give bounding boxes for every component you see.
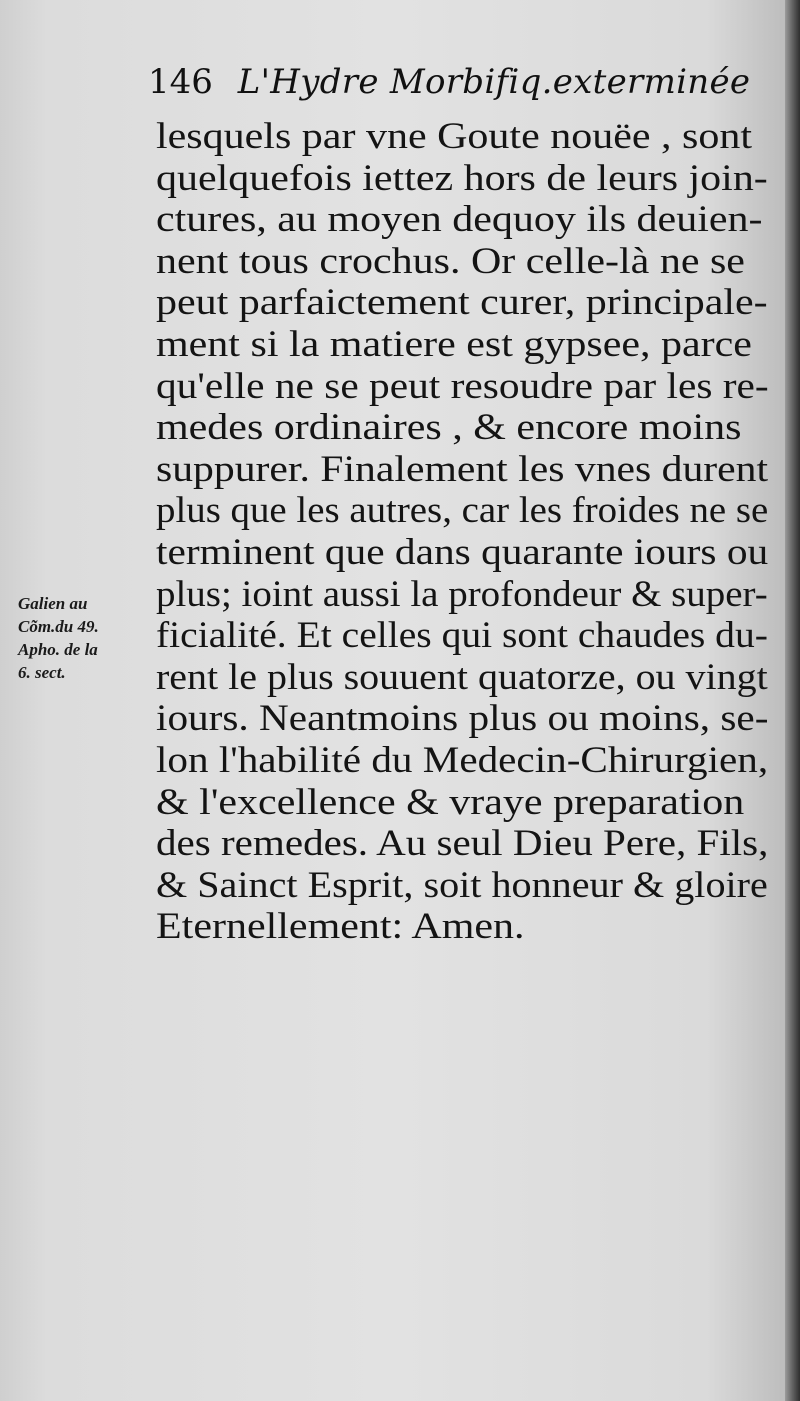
margin-note-line: Apho. de la [18,640,98,659]
text-line: ctures, au moyen dequoy ils deuien- [156,199,763,241]
text-line: & l'excellence & vraye preparation [156,781,745,823]
page-edge-shadow [785,0,800,1401]
text-line: plus; ioint aussi la profondeur & super- [156,573,768,615]
text-line: qu'elle ne se peut resoudre par les re- [156,365,769,407]
body-text [156,116,776,948]
text-line: lon l'habilité du Medecin-Chirurgien, [156,739,769,781]
text-line: nent tous crochus. Or celle-là ne se [156,240,745,282]
text-line: terminent que dans quarante iours ou [156,531,769,573]
margin-note-line: 6. sect. [18,663,66,682]
text-line: peut parfaictement curer, principale- [156,282,768,324]
text-line: medes ordinaires , & encore moins [156,407,742,449]
text-line: ficialité. Et celles qui sont chaudes du- [156,615,768,657]
margin-note-line: Galien au [18,594,88,613]
page-header [148,62,768,102]
text-line: lesquels par vne Goute nouëe , sont [156,116,753,157]
margin-note-line: Cõm.du 49. [18,617,99,636]
text-line: quelquefois iettez hors de leurs join- [156,157,768,199]
running-title: L'Hydre Morbifiq.exterminée [237,62,751,102]
page-number: 146 [148,62,213,102]
text-line: Eternellement: Amen. [156,906,525,948]
text-line: ment si la matiere est gypsee, parce [156,323,752,365]
text-line: rent le plus souuent quatorze, ou vingt [156,656,768,698]
text-line: des remedes. Au seul Dieu Pere, Fils, [156,823,769,865]
text-line: plus que les autres, car les froides ne se [156,490,769,532]
text-line: suppurer. Finalement les vnes durent [156,448,769,490]
margin-note [18,592,158,684]
text-line: & Sainct Esprit, soit honneur & gloire [156,864,768,906]
text-line: iours. Neantmoins plus ou moins, se- [156,698,769,740]
show-through-text [120,1000,760,1376]
